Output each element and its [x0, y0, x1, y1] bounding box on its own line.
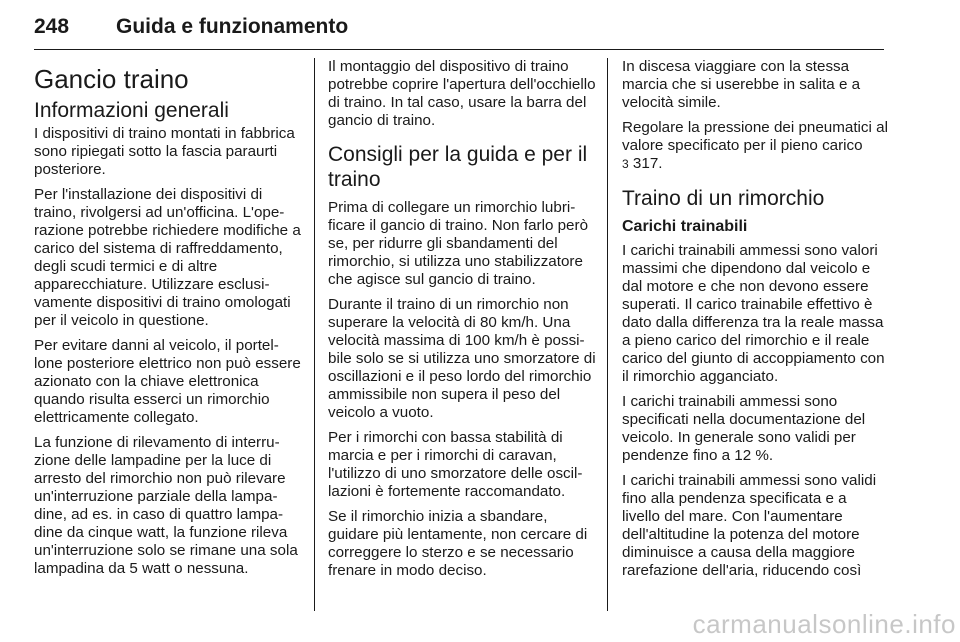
page-header: [34, 6, 884, 46]
paragraph: Durante il traino di un rimorchio non superare la velocità di 80 km/h. Una velocità massima di 100 km/h è possibile solo se si utilizza uno smorzatore di oscillazioni e il peso lordo del rimorchio ammissibile non supera il peso del veicolo a vuoto.: [328, 296, 596, 421]
paragraph: I carichi trainabili ammessi sono validi fino alla pendenza specificata e a livello del mare. Con l'aumentare dell'altitudine la potenza del motore diminuisce a causa della maggiore rarefazione dell'aria, riducendo così: [622, 472, 877, 579]
paragraph: Per l'installazione dei dispositivi di traino, rivolgersi ad un'officina. L'operazione potrebbe richiedere modifiche a carico del sistema di raffreddamento, degli scudi termici e di altre apparecchiature. Utilizzare esclusivamente dispositivi di traino omologati per il veicolo in questione.: [34, 186, 301, 329]
header-rule: [34, 49, 884, 50]
paragraph: [622, 119, 888, 173]
paragraph: I carichi trainabili ammessi sono valori massimi che dipendono dal veicolo e dal motore e che non devono essere superati. Il carico trainabile effettivo è dato dalla differenza tra la reale massa a pieno carico del rimorchio e il reale carico del giunto di accoppiamento con il rimorchio agganciato.: [622, 242, 885, 385]
trailer-loads-heading: Carichi trainabili: [622, 218, 748, 235]
paragraph: I dispositivi di traino montati in fabbrica sono ripiegati sotto la fascia paraurti posteriore.: [34, 125, 295, 178]
paragraph: In discesa viaggiare con la stessa marcia che si userebbe in salita e a velocità simile.: [622, 58, 861, 111]
chapter-title: Gancio traino: [34, 64, 189, 94]
paragraph: Per i rimorchi con bassa stabilità di marcia e per i rimorchi di caravan, l'utilizzo di uno smorzatore delle oscillazioni è fortemente raccomandato.: [328, 429, 583, 500]
paragraph-text: Regolare la pressione dei pneumatici al valore specificato per il pieno carico: [622, 119, 888, 154]
column-2: [328, 58, 600, 587]
page-reference-arrow-icon: 3: [622, 157, 629, 171]
general-info-heading: Informazioni generali: [34, 99, 229, 122]
column-1: [34, 64, 302, 585]
column-divider: [607, 58, 608, 611]
page-reference: 317.: [632, 155, 663, 172]
page-number: 248: [34, 15, 70, 38]
paragraph: Se il rimorchio inizia a sbandare, guidare più lentamente, non cercare di correggere lo sterzo e se necessario frenare in modo deciso.: [328, 508, 588, 579]
column-3: [622, 58, 888, 587]
towing-trailer-heading: Traino di un rimorchio: [622, 187, 825, 210]
paragraph: Prima di collegare un rimorchio lubrificare il gancio di traino. Non farlo però se, per ridurre gli sbandamenti del rimorchio, si utilizza uno stabilizzatore che agisce sul gancio di traino.: [328, 199, 589, 288]
section-title: Guida e funzionamento: [116, 15, 349, 38]
paragraph: La funzione di rilevamento di interruzione delle lampadine per la luce di arresto del rimorchio non può rilevare un'interruzione parziale della lampadine, ad es. in caso di quattro lampadine da cinque watt, la funzione rileva un'interruzione solo se rimane una sola lampadina da 5 watt o nessuna.: [34, 434, 298, 577]
driving-tips-heading: Consigli per la guida e per il traino: [328, 143, 588, 191]
paragraph: I carichi trainabili ammessi sono specificati nella documentazione del veicolo. In generale sono validi per pendenze fino a 12 %.: [622, 393, 866, 464]
watermark: carmanualsonline.info: [692, 609, 956, 639]
column-divider: [314, 58, 315, 611]
paragraph: Il montaggio del dispositivo di traino potrebbe coprire l'apertura dell'occhiello di traino. In tal caso, usare la barra del gancio di traino.: [328, 58, 596, 129]
paragraph: Per evitare danni al veicolo, il portellone posteriore elettrico non può essere azionato con la chiave elettronica quando risulta esserci un rimorchio elettricamente collegato.: [34, 337, 301, 426]
